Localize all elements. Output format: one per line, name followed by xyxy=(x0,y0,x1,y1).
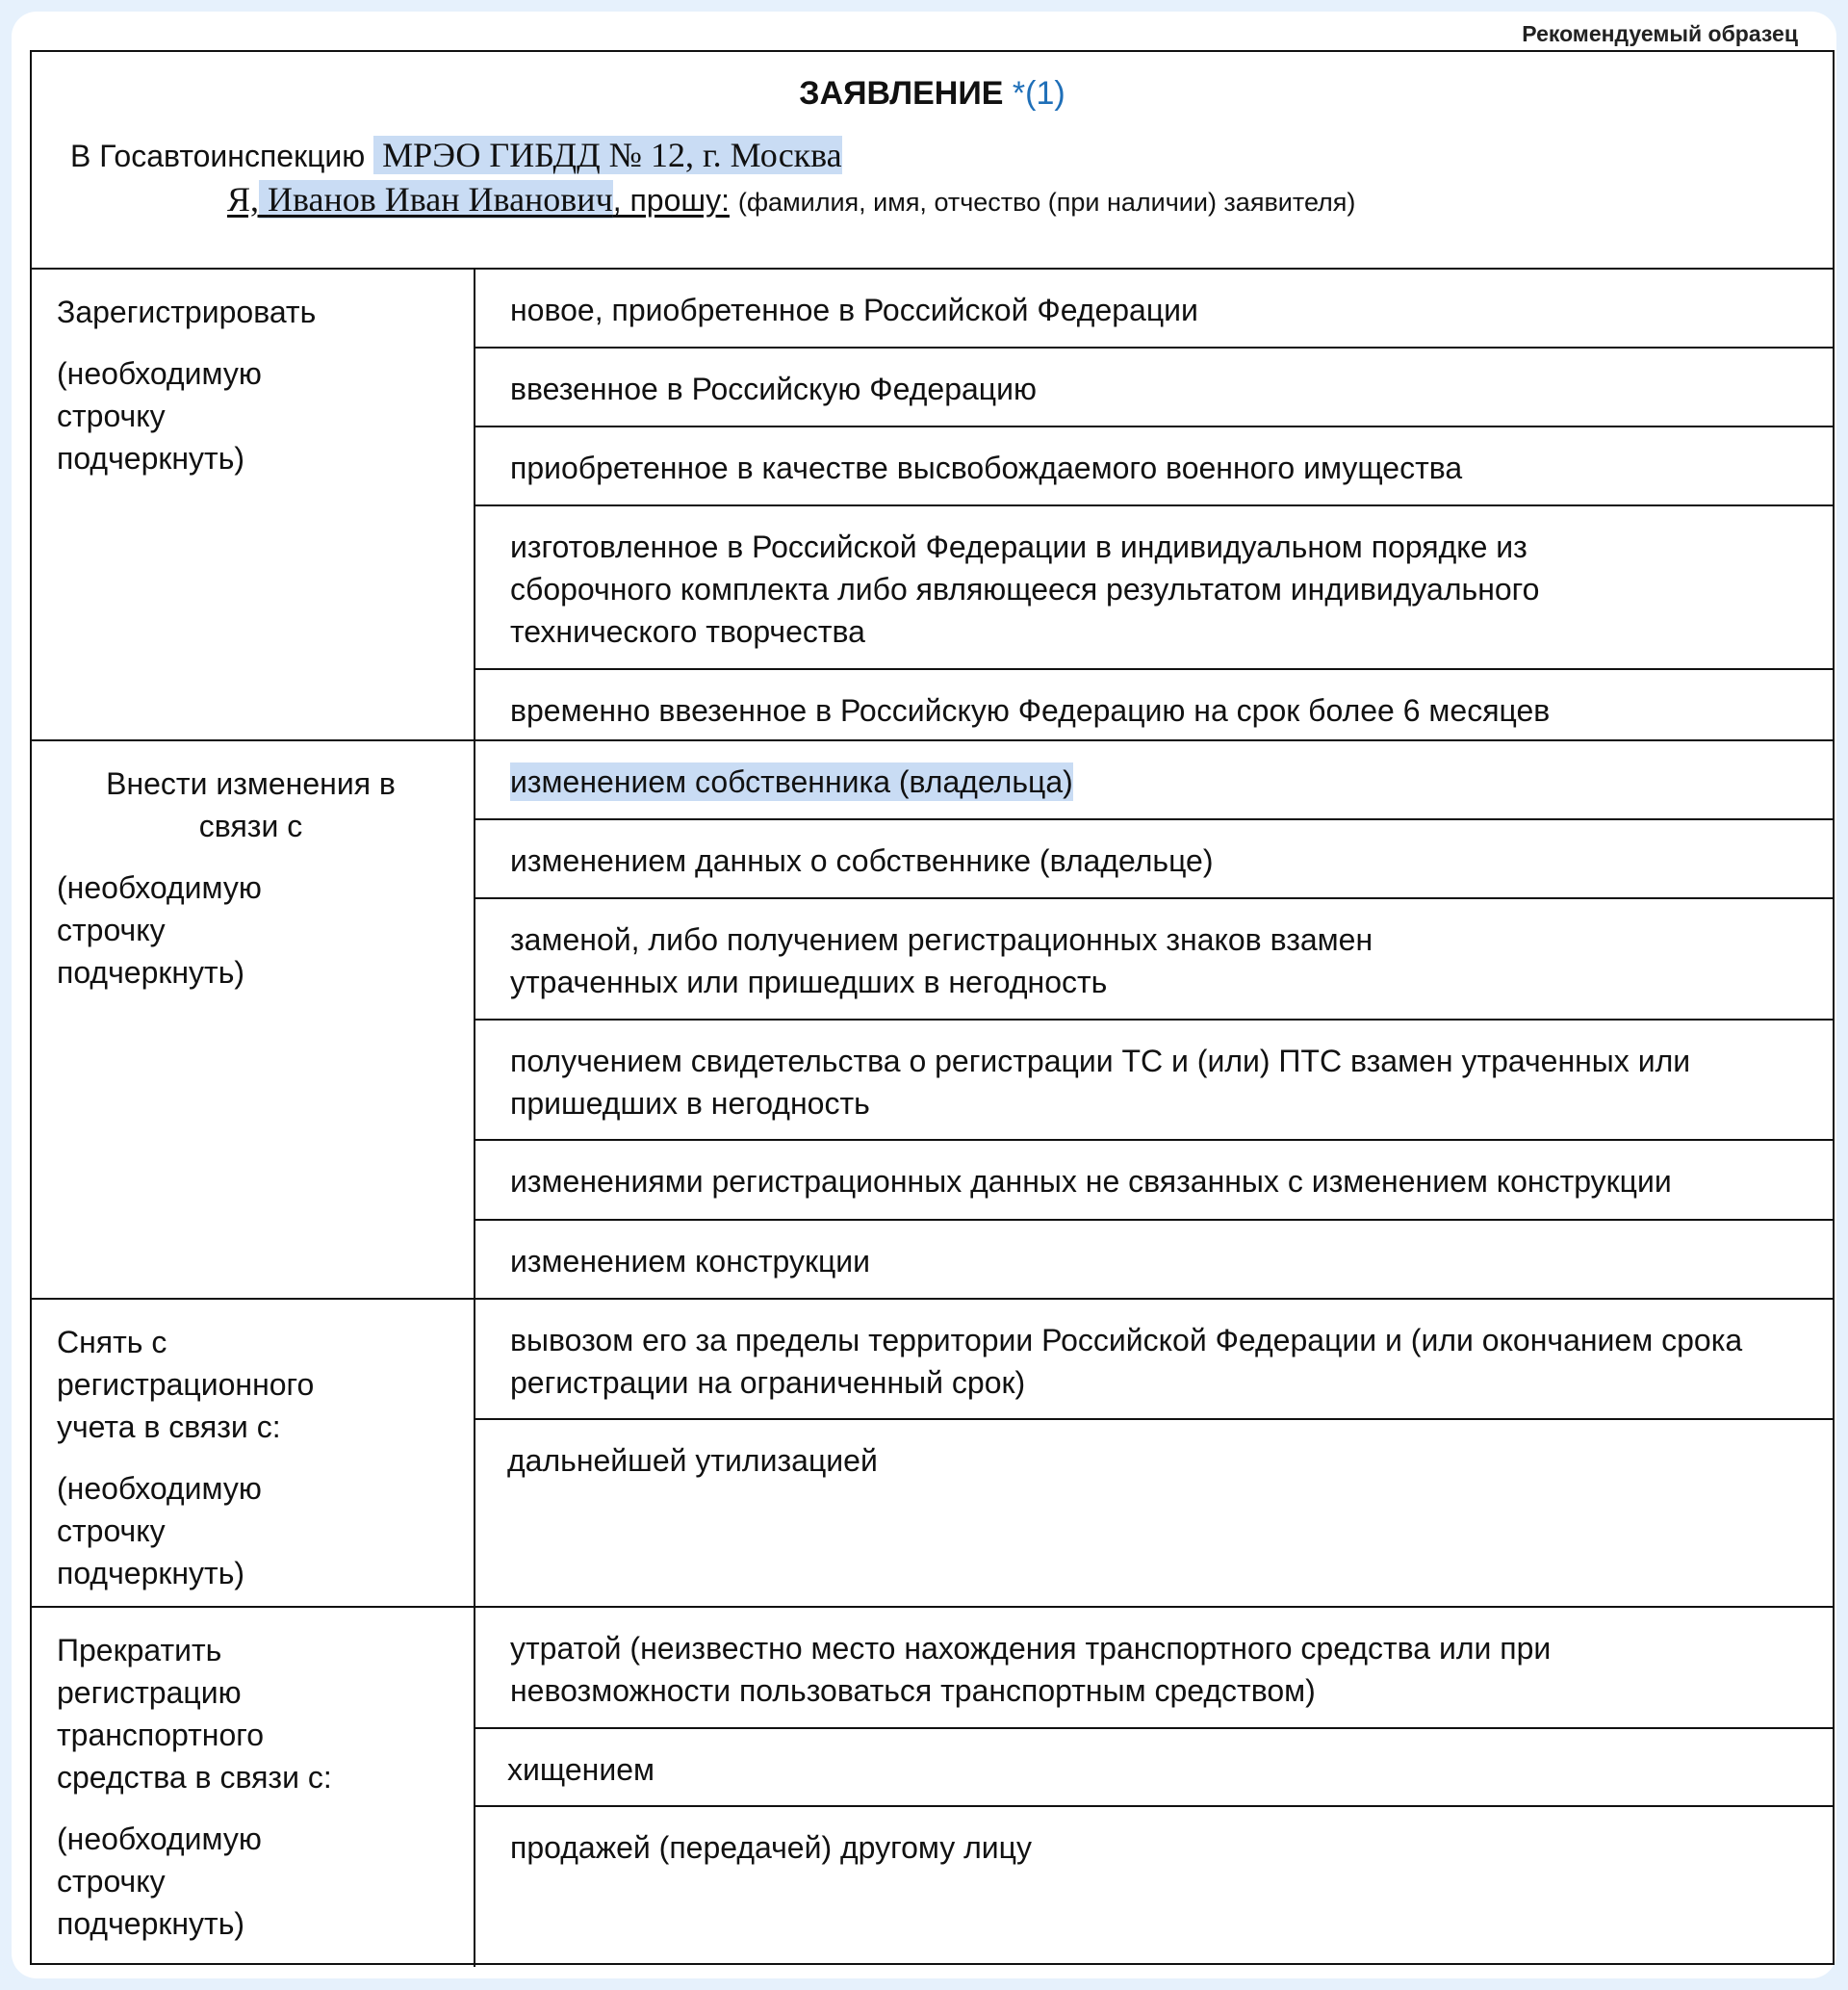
option-row[interactable]: дальнейшей утилизацией xyxy=(507,1443,878,1478)
title-text: ЗАЯВЛЕНИЕ xyxy=(799,75,1004,112)
option-row[interactable]: заменой, либо получением регистрационных знаков взамен утраченных или пришедших в негодность xyxy=(475,899,1833,1021)
section-action: Зарегистрировать xyxy=(57,295,317,329)
section-action: Снять с регистрационного учета в связи с: xyxy=(57,1325,315,1444)
form-header xyxy=(32,52,1833,270)
option-row[interactable]: вывозом его за пределы территории Российской Федерации и (или окончанием срока регистрации на ограниченный срок) xyxy=(475,1300,1833,1420)
options-cell xyxy=(475,270,1833,739)
option-row[interactable]: временно ввезенное в Российскую Федерацию на срок более 6 месяцев xyxy=(510,693,1551,728)
footnote-link[interactable]: *(1) xyxy=(1012,75,1065,112)
section-label-cell xyxy=(32,741,475,1298)
options-cell xyxy=(475,1608,1833,1967)
sample-label: Рекомендуемый образец xyxy=(1522,21,1798,46)
option-row[interactable]: получением свидетельства о регистрации ТС и (или) ПТС взамен утраченных или пришедших в негодность xyxy=(475,1021,1833,1141)
applicant-name-field[interactable]: Иванов Иван Иванович xyxy=(259,180,613,219)
option-row[interactable]: продажей (передачей) другому лицу xyxy=(510,1830,1032,1865)
section-modify xyxy=(32,741,1833,1300)
recipient-field[interactable]: МРЭО ГИБДД № 12, г. Москва xyxy=(373,136,842,174)
applicant-suffix: , прошу: xyxy=(612,183,730,218)
options-cell xyxy=(475,741,1833,1298)
section-action: Внести изменения в связи с xyxy=(106,766,396,843)
option-row[interactable]: приобретенное в качестве высвобождаемого военного имущества xyxy=(475,427,1833,506)
page-title xyxy=(32,75,1833,113)
section-note: (необходимую строчку подчеркнуть) xyxy=(57,870,262,990)
option-row[interactable]: изменением конструкции xyxy=(510,1244,871,1279)
section-action: Прекратить регистрацию транспортного средства в связи с: xyxy=(57,1633,332,1795)
option-row[interactable]: новое, приобретенное в Российской Федерации xyxy=(475,270,1833,349)
section-register xyxy=(32,270,1833,741)
section-label-cell xyxy=(32,1608,475,1967)
option-row-selected[interactable]: изменением собственника (владельца) xyxy=(475,741,1833,820)
section-note: (необходимую строчку подчеркнуть) xyxy=(57,1471,262,1590)
section-deregister xyxy=(32,1300,1833,1608)
option-row[interactable]: изготовленное в Российской Федерации в индивидуальном порядке из сборочного комплекта либо являющееся результатом индивидуального технического творчества xyxy=(475,506,1833,670)
option-row[interactable]: ввезенное в Российскую Федерацию xyxy=(475,349,1833,427)
options-cell xyxy=(475,1300,1833,1606)
option-row[interactable]: изменениями регистрационных данных не связанных с изменением конструкции xyxy=(475,1141,1833,1221)
section-label-cell xyxy=(32,270,475,739)
option-row[interactable]: хищением xyxy=(475,1729,1833,1807)
option-row[interactable]: утратой (неизвестно место нахождения транспортного средства или при невозможности пользоваться транспортным средством) xyxy=(475,1608,1833,1729)
applicant-line xyxy=(227,179,1355,220)
recipient-line xyxy=(70,135,842,175)
application-form xyxy=(30,50,1835,1965)
section-note: (необходимую строчку подчеркнуть) xyxy=(57,1822,262,1941)
applicant-hint: (фамилия, имя, отчество (при наличии) заявителя) xyxy=(737,188,1356,217)
document-card xyxy=(12,12,1836,1978)
recipient-prefix: В Госавтоинспекцию xyxy=(70,139,366,173)
section-label-cell xyxy=(32,1300,475,1606)
section-note: (необходимую строчку подчеркнуть) xyxy=(57,356,262,476)
applicant-prefix: Я, xyxy=(227,180,260,219)
option-row[interactable]: изменением данных о собственнике (владельце) xyxy=(475,820,1833,899)
section-terminate xyxy=(32,1608,1833,1967)
